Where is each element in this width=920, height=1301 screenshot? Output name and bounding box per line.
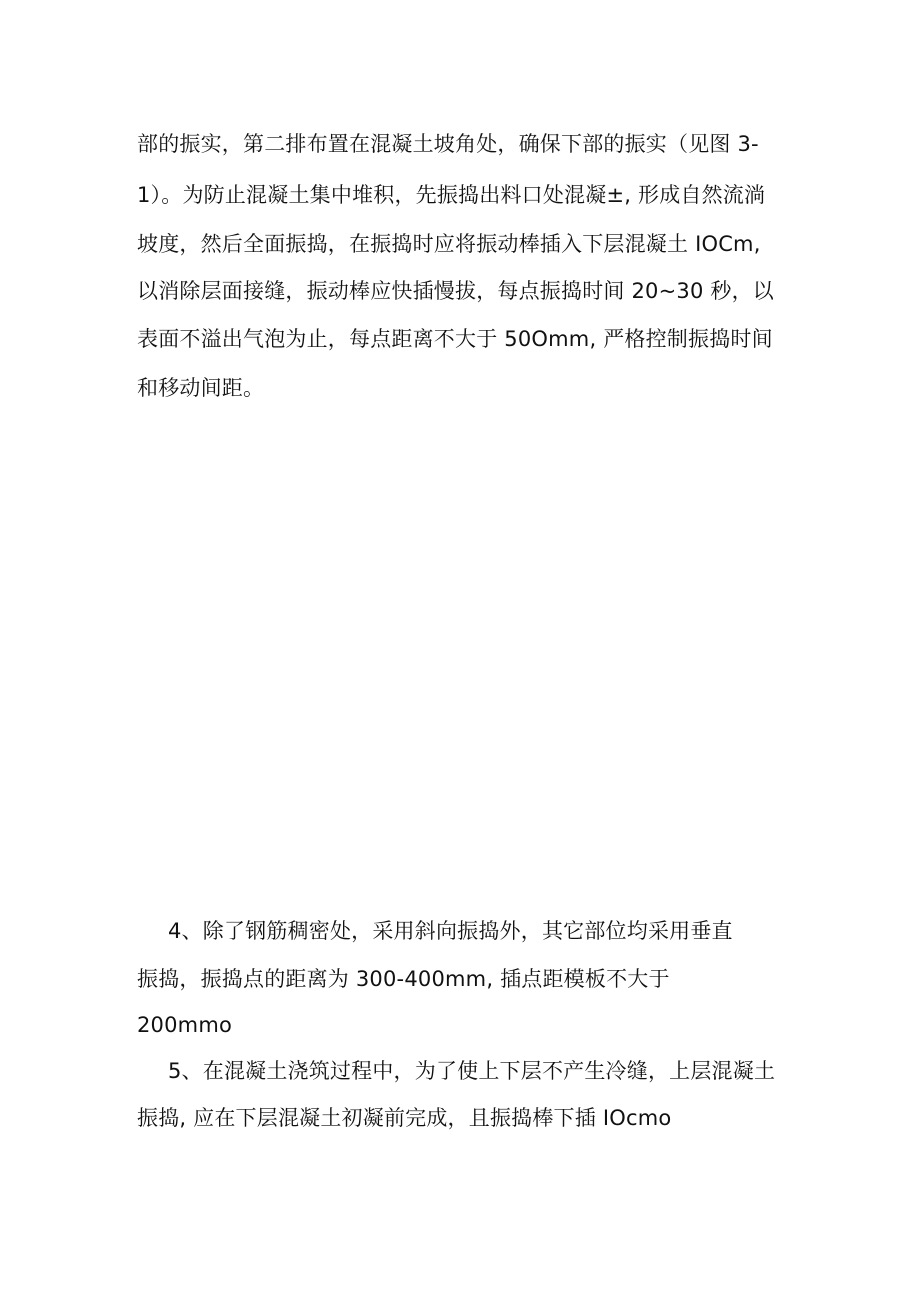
text-line: 坡度，然后全面振捣，在振捣时应将振动棒插入下层混凝土 IOCm, [137,232,761,256]
text-line: 振捣, 应在下层混凝土初凝前完成，且振捣棒下插 IOcmo [137,1106,672,1130]
text-line: 振捣，振捣点的距离为 300-400mm, 插点距模板不大于 [137,967,670,991]
text-line: 1）。为防止混凝土集中堆积，先振捣出料口处混凝±, 形成自然流淌 [137,183,766,207]
text-line: 5、在混凝土浇筑过程中，为了使上下层不产生冷缝，上层混凝土 [168,1059,776,1083]
text-line: 和移动间距。 [137,376,265,400]
text-line: 200mmo [137,1013,233,1037]
text-line: 以消除层面接缝，振动棒应快插慢拔，每点振捣时间 20~30 秒，以 [137,279,774,303]
text-line: 4、除了钢筋稠密处，采用斜向振捣外，其它部位均采用垂直 [168,919,733,943]
text-line: 部的振实，第二排布置在混凝土坡角处，确保下部的振实（见图 3- [137,132,759,156]
text-line: 表面不溢出气泡为止，每点距离不大于 50Omm, 严格控制振捣时间 [137,327,773,351]
